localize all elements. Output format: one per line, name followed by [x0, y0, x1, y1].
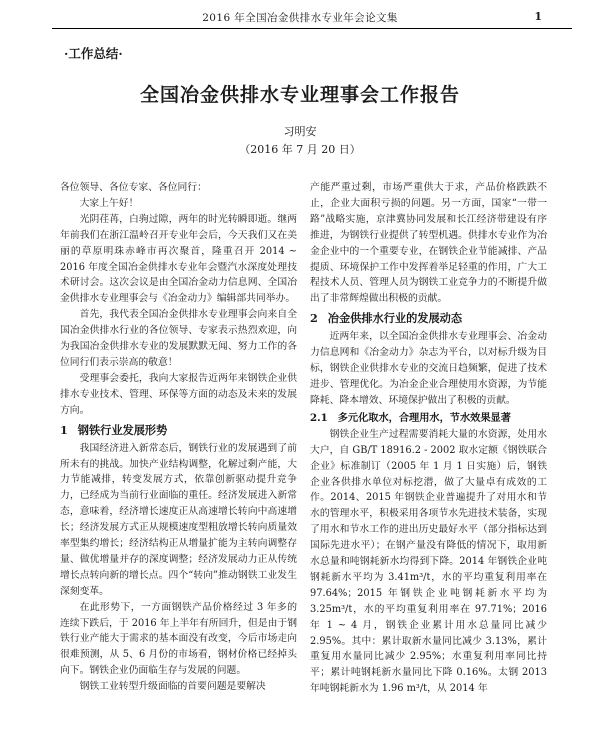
right-column: [310, 180, 547, 739]
section-heading: [60, 421, 297, 439]
paragraph: 大家上午好！: [79, 197, 139, 209]
section-heading: [310, 309, 547, 327]
section-heading-text: 冶金供排水行业的发展动态: [327, 311, 463, 326]
section-number: 1: [60, 422, 68, 437]
paragraph: 光阴荏苒，白驹过隙，两年的时光转瞬即逝。继两年前我们在浙江温岭召开专业年会后，今天我们又在美丽的草原明珠赤峰市再次聚首，隆重召开 2014 ~ 2016 年度全国冶金供排水专业年会暨汽水深度处理技术研讨会。这次会议是由全国冶金动力信息网、全国冶金供排水专业理事会与《冶金动力》编辑部共同举办。: [60, 213, 297, 305]
paragraph: 近两年来，以全国冶金供排水专业理事会、冶金动力信息网和《冶金动力》杂志为平台，以对标升级为目标，钢铁企业供排水专业的交流日趋频繁，促进了技术进步、管理优化。为冶金企业合理使用水资源，为节能降耗、降本增效、环境保护做出了积极的贡献。: [310, 331, 547, 406]
paragraph: 各位领导、各位专家、各位同行：: [60, 182, 207, 193]
paragraph: 我国经济进入新常态后，钢铁行业的发展遇到了前所未有的挑战。加快产业结构调整，化解过剩产能，大力节能减排，转变发展方式，依靠创新驱动提升竞争力，已经成为当前行业面临的重任。经济发展进入新常态，意味着，经济增长速度正从高速增长转向中高速增长；经济发展方式正从规模速度型粗放增长转向质量效率型集约增长；经济结构正从增量扩能为主转向调整存量、做优增量并存的深度调整；经济发展动力正从传统增长点转向新的增长点。四个“转向”推动钢铁工业发生深刻变革。: [60, 442, 297, 597]
paragraph: 受理事会委托，我向大家报告近两年来钢铁企业供排水专业技术、管理、环保等方面的动态及未来的发展方向。: [60, 372, 297, 416]
section-heading-text: 钢铁行业发展形势: [77, 422, 168, 437]
paragraph: 在此形势下，一方面钢铁产品价格经过 3 年多的连续下跌后，于 2016 年上半年有所回升，但是由于钢铁行业产能大于需求的基本面没有改变，今后市场走向很难预测，从 5、6 月份的市场看，钢材价格已经掉头向下。钢铁企业仍面临生存与发展的问题。: [60, 601, 297, 677]
left-column: [60, 180, 297, 739]
running-header: [0, 10, 600, 28]
page-title: 全国冶金供排水专业理事会工作报告: [139, 84, 460, 106]
page-number: 1: [534, 10, 542, 23]
section-number: 2: [310, 311, 318, 326]
paragraph: 产能严重过剩，市场严重供大于求，产品价格跌跌不止，企业大面积亏损的问题。另一方面，国家“一带一路”战略实施，京津冀协同发展和长江经济带建设有序推进，为钢铁行业提供了转型机遇。供排水专业作为冶金企业中的一个重要专业，在钢铁企业节能减排、产品提质、环境保护工作中发挥着举足轻重的作用，广大工程技术人员、管理人员为钢铁工业竞争力的不断提升做出了非常辉煌做出积极的贡献。: [310, 182, 547, 305]
section-number: 2.1: [310, 411, 328, 424]
running-header-title: 2016 年全国冶金供排水专业年会论文集: [202, 12, 398, 24]
paragraph: 钢铁工业转型升级面临的首要问题是要解决: [79, 681, 266, 693]
paragraph: 钢铁企业生产过程需要消耗大量的水资源，处用水大户，自 GB/T 18916.2 - 2002 取水定额《钢铁联合企业》标准制订（2005 年 1 月 1 日实施）后，钢铁企业各供排水单位对标挖潜，做了大量卓有成效的工作。2014、2015 年钢铁企业普遍提升了对用水和节水的管理水平，积极采用各项节水先进技术装备，实现了用水和节水工作的进出历史最好水平（部分指标达到国际先进水平）；在钢产量没有降低的情况下，取用新水总量和吨钢耗新水均得到下降。2014 年钢铁企业吨钢耗新水平均为 3.41m³/t，水的平均重复利用率在 97.64%；2015 年钢铁企业吨钢耗新水平均为 3.25m³/t，水的平均重复利用率在 97.71%；2016 年 1 ~ 4 月，钢铁企业累计用水总量同比减少 2.95%。其中：累计取新水量同比减少 3.13%，累计重复用水量同比减少 2.95%；水重复利用率同比持平；累计吨钢耗新水量同比下降 0.16%。太钢 2013 年吨钢耗新水为 1.96 m³/t，从 2014 年: [310, 428, 547, 695]
column-label: ·工作总结·: [64, 46, 123, 61]
paragraph: 首先，我代表全国冶金供排水专业理事会向来自全国冶金供排水行业的各位领导、专家表示热烈欢迎，向为我国冶金供排水专业的发展默默无闻、努力工作的各位同行们表示崇高的敬意！: [60, 309, 297, 368]
section-heading-text: 多元化取水，合理用水，节水效果显著: [337, 411, 511, 424]
subsection-heading: [310, 410, 547, 426]
report-date: （2016 年 7 月 20 日）: [239, 143, 361, 156]
author: 习明安: [283, 125, 317, 138]
header-rule: [52, 28, 572, 29]
